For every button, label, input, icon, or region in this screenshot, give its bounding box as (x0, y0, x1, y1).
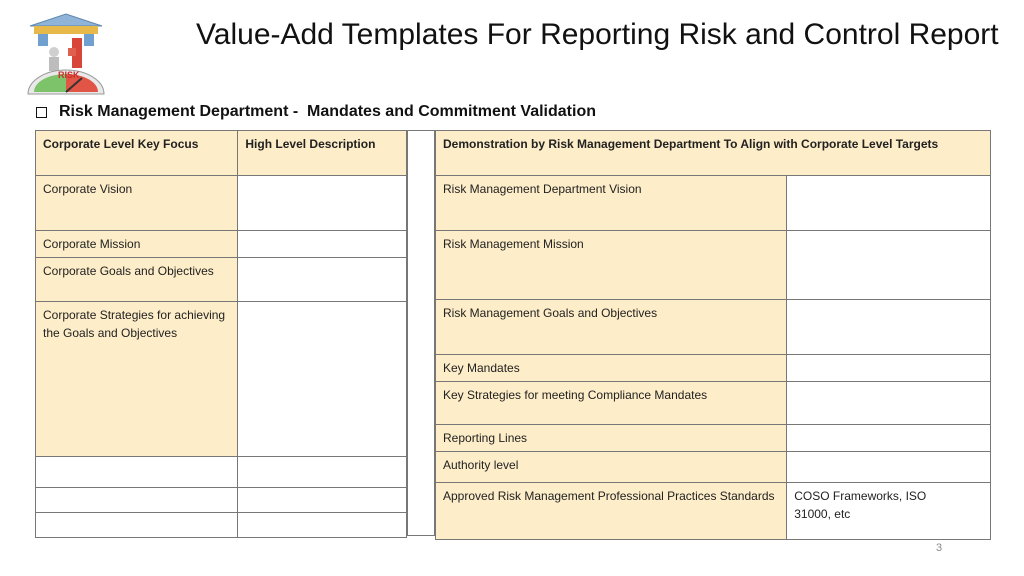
cell-key-strategies-value[interactable] (787, 382, 991, 425)
cell-empty[interactable] (36, 457, 238, 488)
cell-rm-mission-value[interactable] (787, 231, 991, 300)
risk-logo (24, 12, 108, 102)
cell-description[interactable] (238, 258, 407, 302)
cell-authority-level-value[interactable] (787, 452, 991, 483)
page-number: 3 (936, 542, 943, 554)
cell-description[interactable] (238, 302, 407, 457)
cell-reporting-lines: Reporting Lines (436, 425, 787, 452)
cell-description[interactable] (238, 231, 407, 258)
risk-management-alignment-table (435, 130, 991, 540)
cell-rm-mission: Risk Management Mission (436, 231, 787, 300)
cell-authority-level: Authority level (436, 452, 787, 483)
spacer-cell (408, 131, 435, 536)
cell-key-strategies: Key Strategies for meeting Compliance Mandates (436, 382, 787, 425)
cell-key-mandates-value[interactable] (787, 355, 991, 382)
cell-description[interactable] (238, 488, 407, 513)
spacer-column (407, 130, 435, 536)
cell-description[interactable] (238, 513, 407, 538)
section-heading-text: Risk Management Department - Mandates and Commitment Validation (59, 103, 596, 120)
cell-practices-standards: Approved Risk Management Professional Practices Standards (436, 483, 787, 540)
cell-description[interactable] (238, 176, 407, 231)
cell-description[interactable] (238, 457, 407, 488)
cell-empty[interactable] (36, 488, 238, 513)
cell-corporate-mission: Corporate Mission (36, 231, 238, 258)
cell-reporting-lines-value[interactable] (787, 425, 991, 452)
checkbox-bullet-icon (36, 107, 47, 118)
header-demonstration: Demonstration by Risk Management Department To Align with Corporate Level Targets (436, 131, 991, 176)
cell-rm-goals-value[interactable] (787, 300, 991, 355)
header-high-level-description: High Level Description (238, 131, 407, 176)
cell-practices-standards-value[interactable]: COSO Frameworks, ISO 31000, etc (787, 483, 991, 540)
cell-corporate-goals: Corporate Goals and Objectives (36, 258, 238, 302)
cell-corporate-strategies: Corporate Strategies for achieving the Goals and Objectives (36, 302, 238, 457)
cell-key-mandates: Key Mandates (436, 355, 787, 382)
logo-text: RISK (58, 70, 80, 80)
page-title: Value-Add Templates For Reporting Risk and Control Report (196, 18, 999, 51)
cell-rm-vision: Risk Management Department Vision (436, 176, 787, 231)
cell-corporate-vision: Corporate Vision (36, 176, 238, 231)
cell-rm-vision-value[interactable] (787, 176, 991, 231)
cell-empty[interactable] (36, 513, 238, 538)
corporate-focus-table (35, 130, 407, 538)
header-corporate-focus: Corporate Level Key Focus (36, 131, 238, 176)
cell-rm-goals: Risk Management Goals and Objectives (436, 300, 787, 355)
section-heading (36, 103, 596, 121)
